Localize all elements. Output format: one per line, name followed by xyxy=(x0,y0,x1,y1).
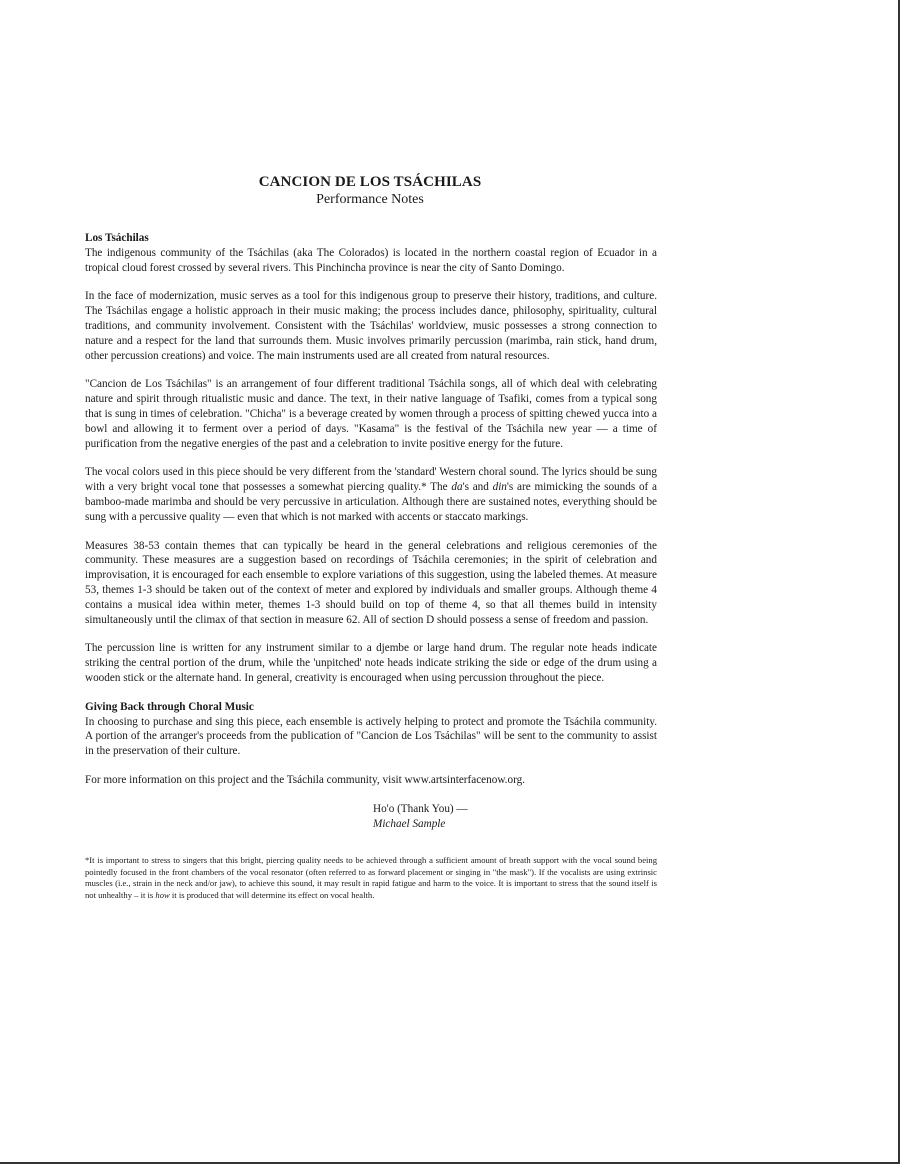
vocal-colors-text-b: 's and xyxy=(462,481,493,494)
vocal-colors-text-c: 's are mimicking the sounds of a bamboo-made marimba and should be very percussive in articulation. Although there are sustained notes, everything should be sung with a percussive quality — even that which is not marked with accents or staccato markings. xyxy=(85,481,657,523)
paragraph-measures: Measures 38-53 contain themes that can typically be heard in the general celebrations and religious ceremonies of the community. These measures are a suggestion based on recordings of Tsáchila ceremonies; in the spirit of celebration and improvisation, it is encouraged for each ensemble to explore variations of this suggestion, using the labeled themes. At measure 53, themes 1-3 should be taken out of the context of meter and explored by individuals and smaller groups. Although theme 4 contains a musical idea within meter, themes 1-3 should build on top of theme 4, so that all themes build in intensity simultaneously until the climax of that section in measure 62. All of section D should possess a sense of freedom and passion. xyxy=(85,539,657,626)
paragraph-more-info: For more information on this project and the Tsáchila community, visit www.artsinterfacenow.org. xyxy=(85,773,525,786)
paragraph-percussion: The percussion line is written for any instrument similar to a djembe or large hand drum. The regular note heads indicate striking the central portion of the drum, while the 'unpitched' note heads indicate striking the side or edge of the drum using a wooden stick or the alternate hand. In general, creativity is encouraged when using percussion throughout the piece. xyxy=(85,642,657,684)
footnote-how: how xyxy=(155,890,170,901)
footnote xyxy=(85,855,657,901)
section-heading-los-tsachilas: Los Tsáchilas xyxy=(85,232,149,244)
paragraph-arrangement: "Cancion de Los Tsáchilas" is an arrangement of four different traditional Tsáchila songs, all of which deal with celebrating nature and spirit through ritualistic music and dance. The text, in their native language of Tsafiki, comes from a typical song that is sung in times of celebration. "Chicha" is a beverage created by women through a process of spitting chewed yucca into a bowl and allowing it to ferment over a period of days. "Kasama" is the festival of the Tsáchila new year — a time of purification from the negative energies of the past and a celebration to invite positive energy for the future. xyxy=(85,378,657,450)
vocal-colors-da: da xyxy=(451,481,463,494)
signoff xyxy=(373,802,657,832)
paragraph-location: The indigenous community of the Tsáchilas (aka The Colorados) is located in the northern coastal region of Ecuador in a tropical cloud forest crossed by several rivers. This Pinchincha province is near the city of Santo Domingo. xyxy=(85,246,657,274)
paragraph-giving-back: In choosing to purchase and sing this piece, each ensemble is actively helping to protect and promote the Tsáchila community. A portion of the arranger's proceeds from the publication of "Cancion de Los Tsáchilas" will be sent to the community to assist in the preservation of their culture. xyxy=(85,715,657,758)
vocal-colors-text-a: The vocal colors used in this piece should be very different from the 'standard' Western choral sound. The lyrics should be sung with a very bright vocal tone that possesses a somewhat piercing quality.* The xyxy=(85,466,657,494)
signoff-thanks: Ho'o (Thank You) — xyxy=(373,802,468,815)
vocal-colors-din: din xyxy=(492,481,507,494)
document-body xyxy=(85,231,657,902)
title-block xyxy=(0,173,740,209)
footnote-text-b: it is produced that will determine its effect on vocal health. xyxy=(169,890,375,901)
section-heading-giving-back: Giving Back through Choral Music xyxy=(85,700,254,713)
paragraph-vocal-colors xyxy=(85,465,657,524)
page-subtitle: Performance Notes xyxy=(316,192,424,207)
signoff-author: Michael Sample xyxy=(373,817,446,830)
footnote-text-a: *It is important to stress to singers that this bright, piercing quality needs to be achieved through a sufficient amount of breath support with the vocal sound being pointedly focused in the front chambers of the vocal resonator (often referred to as forward placement or singing in "the mask"). If the vocalists are using extrinsic muscles (i.e., strain in the neck and/or jaw), to achieve this sound, it may result in rapid fatigue and harm to the voice. It is important to stress that the sound itself is not unhealthy – it is xyxy=(85,855,657,901)
paragraph-modernization: In the face of modernization, music serves as a tool for this indigenous group to preserve their history, traditions, and culture. The Tsáchilas engage a holistic approach in their music making; the process includes dance, philosophy, spirituality, cultural traditions, and community involvement. Consistent with the Tsáchilas' worldview, music possesses a strong connection to nature and a respect for the land that surrounds them. Music involves primarily percussion (marimba, rain stick, hand drum, other percussion creations) and voice. The main instruments used are all created from natural resources. xyxy=(85,290,657,362)
page-title: CANCION DE LOS TSÁCHILAS xyxy=(258,174,482,190)
